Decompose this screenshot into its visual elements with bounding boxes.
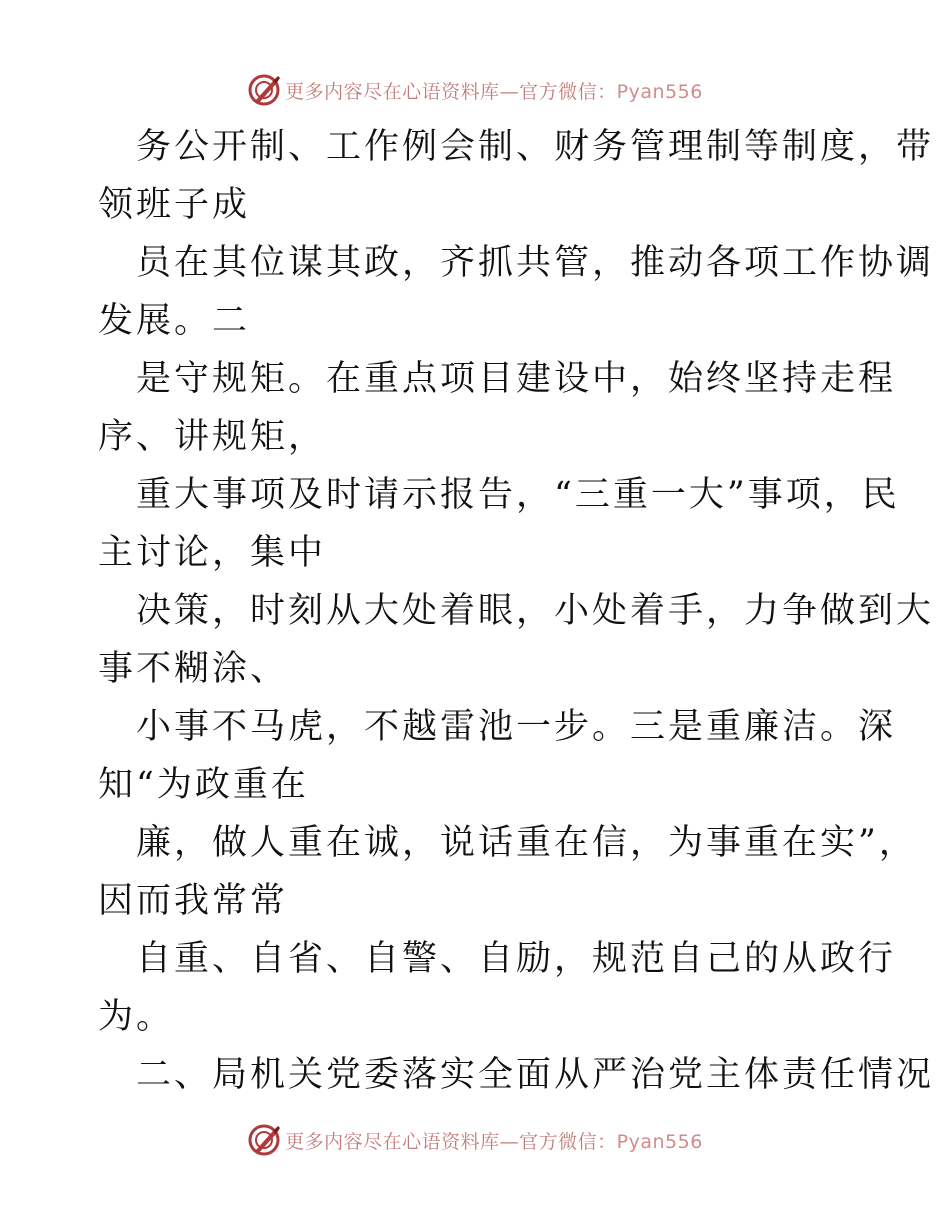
text-line: 是守规矩。在重点项目建设中，始终坚持走程 <box>136 359 897 399</box>
text-line: 自重、自省、自警、自励，规范自己的从政行 <box>136 939 897 979</box>
text-line: 二、局机关党委落实全面从严治党主体责任情况 <box>136 1055 935 1095</box>
text-line: 员在其位谋其政，齐抓共管，推动各项工作协调 <box>136 243 935 283</box>
text-line: 主讨论，集中 <box>98 533 327 573</box>
banner-wechat-id: Pyan556 <box>616 80 703 103</box>
pen-logo-icon <box>247 1123 281 1157</box>
text-line: 小事不马虎，不越雷池一步。三是重廉洁。深 <box>136 707 897 747</box>
banner-text <box>285 77 703 104</box>
document-body <box>98 118 935 1104</box>
banner-text-cn: 更多内容尽在心语资料库—官方微信： <box>285 1130 617 1153</box>
text-line: 事不糊涂、 <box>98 649 289 689</box>
banner-text-cn: 更多内容尽在心语资料库—官方微信： <box>285 80 617 103</box>
text-line: 务公开制、工作例会制、财务管理制等制度，带 <box>136 127 935 167</box>
text-line: 廉，做人重在诚，说话重在信，为事重在实”， <box>136 823 917 863</box>
pen-logo-icon <box>247 73 281 107</box>
text-line: 重大事项及时请示报告，“三重一大”事项，民 <box>136 475 900 515</box>
header-banner <box>0 70 950 110</box>
text-line: 知“为政重在 <box>98 765 309 805</box>
banner-wechat-id: Pyan556 <box>616 1130 703 1153</box>
footer-banner <box>0 1120 950 1160</box>
text-line: 发展。二 <box>98 301 251 341</box>
text-line: 决策，时刻从大处着眼，小处着手，力争做到大 <box>136 591 935 631</box>
banner-text <box>285 1127 703 1154</box>
text-line: 序、讲规矩， <box>98 417 327 457</box>
text-line: 因而我常常 <box>98 881 289 921</box>
text-line: 为。 <box>98 997 175 1037</box>
text-line: 领班子成 <box>98 185 251 225</box>
